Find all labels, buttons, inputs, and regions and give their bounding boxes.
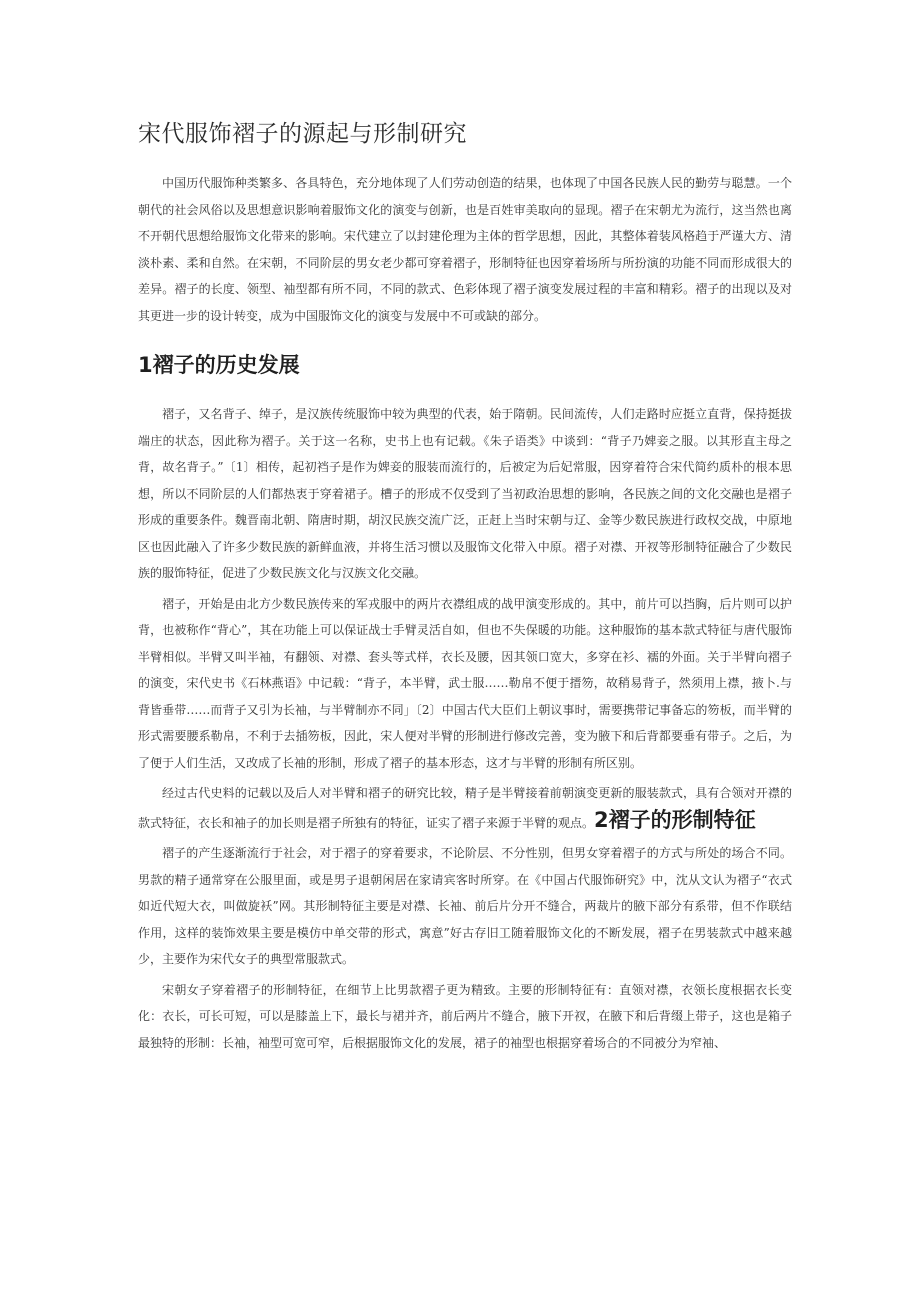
- document-title: 宋代服饰褶子的源起与形制研究: [138, 121, 467, 147]
- section1-paragraph-1: 褶子，又名背子、绰子，是汉族传统服饰中较为典型的代表，始于隋朝。民间流传，人们走路时应挺立直背，保持挺拔端庄的状态，因此称为褶子。关于这一名称，史书上也有记载。《朱子语类》中谈到：“背子乃婢妾之服。以其形直主母之背，故名背子。”〔1〕相传，起初裆子是作为婢妾的服装而流行的，后被定为后妃常服，因穿着符合宋代简约质朴的根本思想，所以不同阶层的人们都热衷于穿着裙子。槽子的形成不仅受到了当初政治思想的影响，各民族之间的文化交融也是褶子形成的重要条件。魏晋南北朝、隋唐时期，胡汉民族交流广泛，正赶上当时宋朝与辽、金等少数民族进行政权交战，中原地区也因此融入了许多少数民族的新鲜血液，并将生活习惯以及服饰文化带入中原。褶子对襟、开衩等形制特征融合了少数民族的服饰特征，促进了少数民族文化与汉族文化交融。: [138, 407, 792, 580]
- section1-paragraph-2: 褶子，开始是由北方少数民族传来的军戎服中的两片衣襟组成的战甲演变形成的。其中，前片可以挡胸，后片则可以护背，也被称作“背心”，其在功能上可以保证战士手臂灵活自如，但也不失保暖的功能。这种服饰的基本款式特征与唐代服饰半臂相似。半臂又叫半袖，有翻领、对襟、套头等式样，衣长及腰，因其领口宽大，多穿在衫、襦的外面。关于半臂向褶子的演变，宋代史书《石林燕语》中记载：“背子，本半臂，武士服……勒帛不便于搢笏，故稍易背子，然须用上襟，掖卜.与背皆垂带……而背子又引为长袖，与半臂制亦不同」〔2〕中国古代大臣们上朝议事时，需要携带记事备忘的笏板，而半臂的形式需要腰系勒帛，不利于去插笏板，因此，宋人便对半臂的形制进行修改完善，变为腋下和后背都要垂有带子。之后，为了便于人们生活，又改成了长袖的形制，形成了褶子的基本形态，这才与半臂的形制有所区别。: [138, 596, 792, 770]
- section1-heading: 1褶子的历史发展: [138, 353, 300, 377]
- section2-paragraph-2: 宋朝女子穿着褶子的形制特征，在细节上比男款褶子更为精致。主要的形制特征有：直领对襟，衣领长度根据衣长变化：衣长，可长可短，可以是膝盖上下，最长与裙并齐，前后两片不缝合，腋下开衩，在腋下和后背缀上带子，这也是箱子最独特的形制：长袖，袖型可宽可窄，后根据服饰文化的发展，裙子的袖型也根据穿着场合的不同被分为窄袖、: [138, 982, 792, 1050]
- section2-paragraph-1: 褶子的产生逐渐流行于社会，对于褶子的穿着要求，不论阶层、不分性别，但男女穿着褶子的方式与所处的场合不同。男款的精子通常穿在公服里面，或是男子退朝闲居在家请宾客时所穿。在《中国占代服饰研究》中，沈从文认为褶子“衣式如近代短大衣，叫做旋袄”网。其形制特征主要是对襟、长袖、前后片分开不缝合，两裁片的腋下部分有系带，但不作联结作用，这样的装饰效果主要是模仿中单交带的形式，寓意”好古存旧工随着服饰文化的不断发展，褶子在男装款式中越来越少，主要作为宋代女子的典型常服款式。: [138, 846, 792, 966]
- section2-heading: 2褶子的形制特征: [594, 807, 756, 832]
- section1-paragraph-3-text: 经过古代史料的记载以及后人对半臂和褶子的研究比较，精子是半臂接着前朝演变更新的服装款式，具有合领对开襟的款式特征，衣长和袖子的加长则是褶子所独有的特征，证实了褶子来源于半臂的观点。: [138, 786, 792, 830]
- section1-paragraph-3: [138, 780, 792, 836]
- intro-paragraph: 中国历代服饰种类繁多、各具特色，充分地体现了人们劳动创造的结果，也体现了中国各民族人民的勤劳与聪慧。一个朝代的社会风俗以及思想意识影响着服饰文化的演变与创新，也是百姓审美取向的显现。褶子在宋朝尤为流行，这当然也离不开朝代思想给服饰文化带来的影响。宋代建立了以封建伦理为主体的哲学思想，因此，其整体着装风格趋于严谨大方、清淡朴素、柔和自然。在宋朝，不同阶层的男女老少都可穿着褶子，形制特征也因穿着场所与所扮演的功能不同而形成很大的差异。褶子的长度、领型、袖型都有所不同，不同的款式、色彩体现了褶子演变发展过程的丰富和精彩。褶子的出现以及对其更进一步的设计转变，成为中国服饰文化的演变与发展中不可或缺的部分。: [138, 176, 792, 323]
